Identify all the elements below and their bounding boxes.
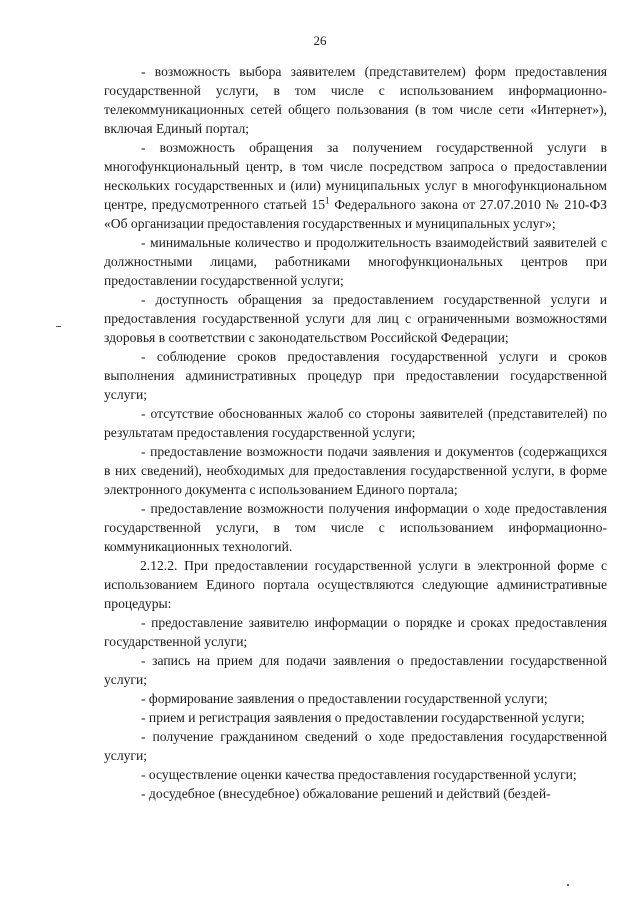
paragraph-accessibility: - доступность обращения за предоставлением государственной услуги и предоставления государственной услуги для лиц с ограниченными возможностями здоровья в соответствии с законодательством Российской Федерации; — [104, 292, 607, 345]
mfc-text-after: Федерального закона от 27.07.2010 № 210-ФЗ «Об организации предоставления государственных и муниципальных услуг»; — [104, 197, 607, 231]
section-2-12-2: 2.12.2. При предоставлении государственной услуги в электронной форме с использованием Единого портала осуществляются следующие административные процедуры: — [104, 558, 607, 611]
procedure-info: - предоставление заявителю информации о порядке и сроках предоставления государственной услуги; — [104, 615, 607, 649]
paragraph-form-choice: - возможность выбора заявителем (представителем) форм предоставления государственной услуги, в том числе с использованием информационно-телекоммуникационных сетей общего пользования (в том числе сети «Интернет»), включая Единый портал; — [104, 64, 607, 136]
paragraph-deadlines: - соблюдение сроков предоставления государственной услуги и сроков выполнения административных процедур при предоставлении государственной услуги; — [104, 349, 607, 402]
document-body — [104, 62, 607, 803]
procedure-quality: - осуществление оценки качества предоставления государственной услуги; — [141, 767, 577, 782]
procedure-status: - получение гражданином сведений о ходе предоставления государственной услуги; — [104, 729, 607, 763]
mfc-text-before: - возможность обращения за получением государственной услуги в многофункциональный центр, в том числе посредством запроса о предоставлении нескольких государственных и (или) муниципальных услуг в многофункциональном центре, предусмотренного статьей 15 — [104, 140, 607, 212]
procedure-application: - формирование заявления о предоставлении государственной услуги; — [141, 691, 548, 706]
article-superscript: 1 — [325, 195, 330, 206]
paragraph-complaints: - отсутствие обоснованных жалоб со стороны заявителей (представителей) по результатам предоставления государственной услуги; — [104, 406, 607, 440]
page-number: 26 — [313, 33, 327, 48]
paragraph-interactions: - минимальные количество и продолжительность взаимодействий заявителей с должностными лицами, работниками многофункциональных центров при предоставлении государственной услуги; — [104, 235, 607, 288]
paragraph-electronic-submission: - предоставление возможности подачи заявления и документов (содержащихся в них сведений), необходимых для предоставления государственной услуги, в форме электронного документа с использованием Единого портала; — [104, 444, 607, 497]
paragraph-mfc-access — [104, 138, 607, 233]
procedure-appointment: - запись на прием для подачи заявления о предоставлении государственной услуги; — [104, 653, 607, 687]
procedure-appeal: - досудебное (внесудебное) обжалование решений и действий (бездей- — [141, 786, 551, 801]
margin-mark — [56, 326, 61, 327]
scan-dot — [567, 884, 569, 886]
procedure-registration: - прием и регистрация заявления о предоставлении государственной услуги; — [141, 710, 585, 725]
paragraph-status-info: - предоставление возможности получения информации о ходе предоставления государственной услуги, в том числе с использованием информационно-коммуникационных технологий. — [104, 501, 607, 554]
